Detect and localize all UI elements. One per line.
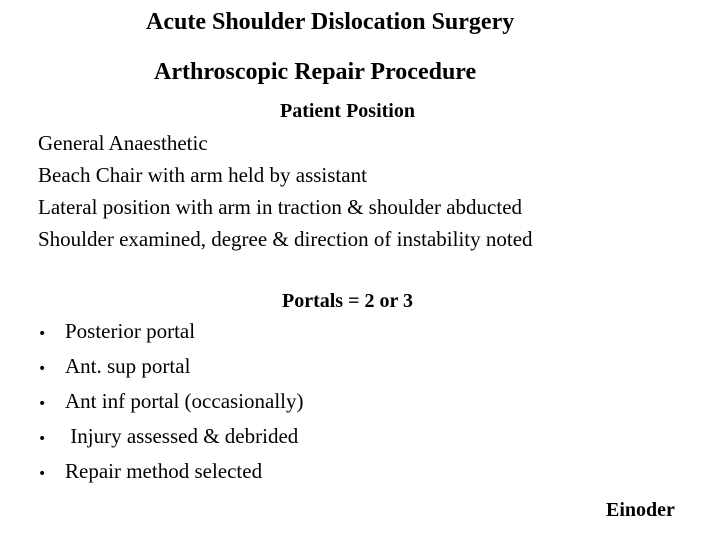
- patient-position-heading: Patient Position: [280, 100, 415, 122]
- bullet-icon: •: [38, 466, 47, 482]
- portal-list-item: [38, 350, 304, 385]
- portal-item-text: Injury assessed & debrided: [65, 424, 299, 448]
- portals-list: [38, 315, 304, 490]
- portal-item-text: Repair method selected: [65, 459, 263, 483]
- patient-position-line: Lateral position with arm in traction & shoulder abducted: [38, 195, 523, 219]
- portal-item-text: Posterior portal: [65, 319, 196, 343]
- bullet-icon: •: [38, 361, 47, 377]
- patient-position-list: [38, 127, 533, 255]
- portal-item-text: Ant inf portal (occasionally): [65, 389, 304, 413]
- portal-list-item: [38, 315, 304, 350]
- portal-item-text: Ant. sup portal: [65, 354, 191, 378]
- portal-list-item: [38, 420, 304, 455]
- patient-position-line: Shoulder examined, degree & direction of instability noted: [38, 227, 533, 251]
- slide-subtitle: Arthroscopic Repair Procedure: [154, 59, 477, 85]
- patient-position-line: General Anaesthetic: [38, 131, 208, 155]
- author-name: Einoder: [606, 499, 675, 521]
- bullet-icon: •: [38, 326, 47, 342]
- portal-list-item: [38, 455, 304, 490]
- patient-position-line: Beach Chair with arm held by assistant: [38, 163, 367, 187]
- bullet-icon: •: [38, 396, 47, 412]
- portals-heading: Portals = 2 or 3: [282, 290, 414, 312]
- slide-title: Acute Shoulder Dislocation Surgery: [146, 9, 515, 35]
- portal-list-item: [38, 385, 304, 420]
- bullet-icon: •: [38, 431, 47, 447]
